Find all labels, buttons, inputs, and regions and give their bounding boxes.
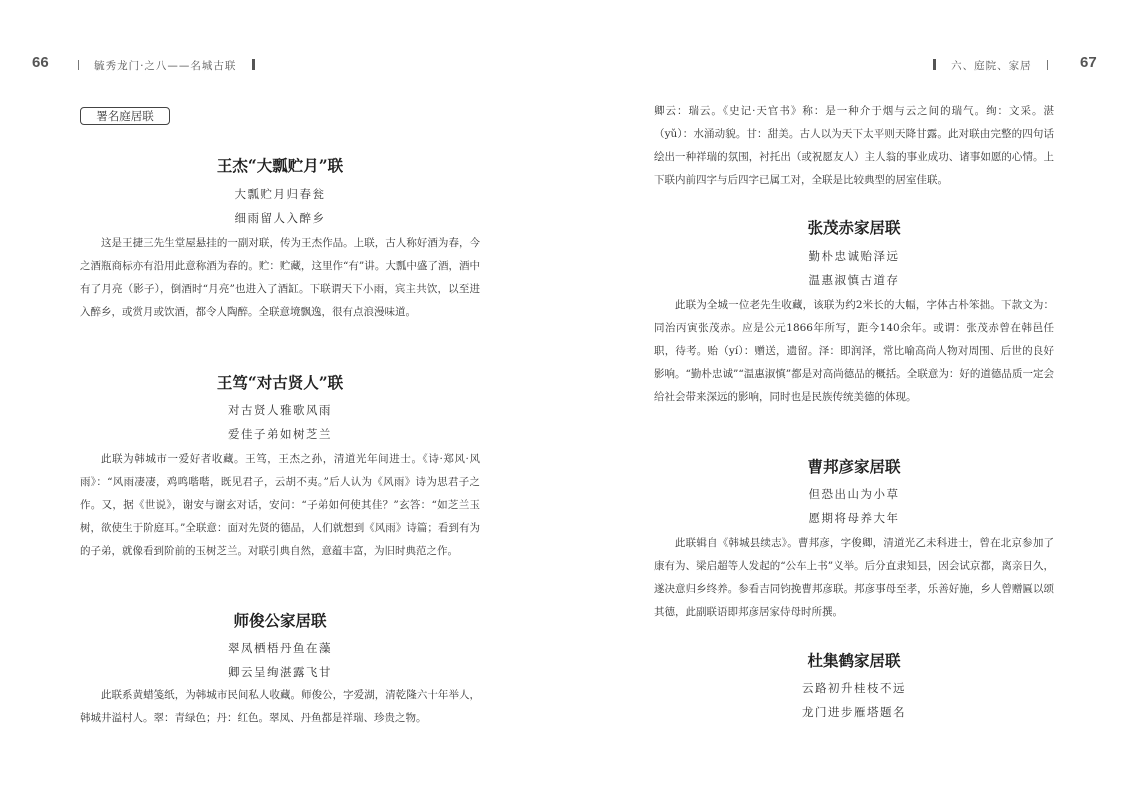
entry-title: 王杰“大瓢贮月”联 (216, 156, 344, 175)
entry-commentary: 此联系黄蜡笺纸，为韩城市民间私人收藏。师俊公，字爱湖，清乾隆六十年举人，韩城井溢村人。翠：青绿色；丹：红色。翠凤、丹鱼都是祥瑞、珍贵之物。 (80, 689, 480, 724)
couplet-line-lower: 爱佳子弟如树芝兰 (228, 427, 332, 441)
running-header (933, 54, 1048, 73)
entry-title: 曹邦彦家居联 (807, 457, 901, 476)
running-header (78, 54, 255, 73)
couplet-line-lower: 龙门进步雁塔题名 (802, 705, 906, 719)
entry-commentary: 这是王捷三先生堂屋悬挂的一副对联，传为王杰作品。上联，古人称好酒为春，今之酒瓶商标亦有沿用此意称酒为春的。贮：贮藏，这里作“有”讲。大瓢中盛了酒，酒中有了月亮（影子），倒酒时“月亮”也进入了酒缸。下联谓天下小雨，宾主共饮，以至进入醉乡，或赏月或饮酒，都令人陶醉。全联意境飘逸，很有点浪漫味道。 (80, 237, 480, 318)
page-number: 67 (1080, 54, 1097, 71)
couplet-line-upper: 勤朴忠诚贻泽远 (808, 249, 900, 263)
couplet-line-upper: 云路初升桂枝不远 (802, 681, 906, 695)
running-header-text: 六、庭院、家居 (951, 60, 1032, 72)
couplet-line-lower: 卿云呈绚湛露飞甘 (228, 665, 332, 679)
entry-commentary: 此联辑自《韩城县续志》。曹邦彦，字俊卿，清道光乙未科进士，曾在北京参加了康有为、梁启超等人发起的“公车上书”义举。后分直隶知县，因会试京都，离亲日久，遂决意归乡终养。参看吉同钧挽曹邦彦联。邦彦事母至孝，乐善好施，乡人曾赠匾以颂其德，此副联语即邦彦居家侍母时所撰。 (654, 537, 1054, 618)
couplet-line-lower: 细雨留人入醉乡 (234, 211, 326, 225)
entry-title: 师俊公家居联 (233, 611, 327, 630)
continuation-commentary: 卿云：瑞云。《史记·天官书》称：是一种介于烟与云之间的瑞气。绚：文采。湛（yǔ）：水涌动貌。甘：甜美。古人以为天下太平则天降甘露。此对联由完整的四句话绘出一种祥瑞的氛围，衬托出（或祝愿友人）主人翁的事业成功、诸事如愿的心情。上下联内前四字与后四字已属工对，全联是比较典型的居室佳联。 (654, 105, 1054, 186)
divider (78, 60, 79, 70)
entry-commentary: 此联为韩城市一爱好者收藏。王笃，王杰之孙，清道光年间进士。《诗·郑风·风雨》：“风雨凄凄，鸡鸣喈喈，既见君子，云胡不夷。”后人认为《风雨》诗为思君子之作。又，据《世说》，谢安与谢玄对话，安问：“子弟如何使其佳？”玄答：“如芝兰玉树，欲使生于阶庭耳。”全联意：面对先贤的德品，人们就想到《风雨》诗篇；看到有为的子弟，就像看到阶前的玉树芝兰。对联引典自然，意蕴丰富，为旧时典范之作。 (80, 453, 480, 557)
page-number: 66 (32, 54, 49, 71)
entry-title: 杜集鹤家居联 (807, 651, 901, 670)
couplet-line-upper: 对古贤人雅歌风雨 (228, 403, 332, 417)
couplet-line-lower: 温惠淑慎古道存 (808, 273, 900, 287)
header-bar-marker (933, 59, 936, 70)
entry-title: 王笃“对古贤人”联 (216, 373, 344, 392)
right-page (566, 0, 1133, 799)
couplet-line-upper: 翠凤栖梧丹鱼在藻 (228, 641, 332, 655)
couplet-line-upper: 大瓢贮月归春瓮 (234, 187, 326, 201)
entry-title: 张茂赤家居联 (807, 218, 901, 237)
entry-commentary: 此联为全城一位老先生收藏，该联为约2米长的大幅，字体古朴笨拙。下款文为：同治丙寅张茂赤。应是公元1866年所写，距今140余年。或谓：张茂赤曾在韩邑任职，待考。贻（yí）：赠送，遗留。泽：即润泽，常比喻高尚人物对周围、后世的良好影响。“勤朴忠诚”“温惠淑慎”都是对高尚德品的概括。全联意为：好的道德品质一定会给社会带来深远的影响，同时也是民族传统美德的体现。 (654, 299, 1054, 403)
couplet-line-upper: 但恐出山为小草 (808, 487, 900, 501)
divider (1047, 60, 1048, 70)
left-page (0, 0, 566, 799)
section-tag: 署名庭居联 (80, 107, 170, 125)
header-bar-marker (252, 59, 255, 70)
running-header-text: 毓秀龙门·之八——名城古联 (94, 60, 237, 72)
couplet-line-lower: 愿期将母养大年 (808, 511, 900, 525)
